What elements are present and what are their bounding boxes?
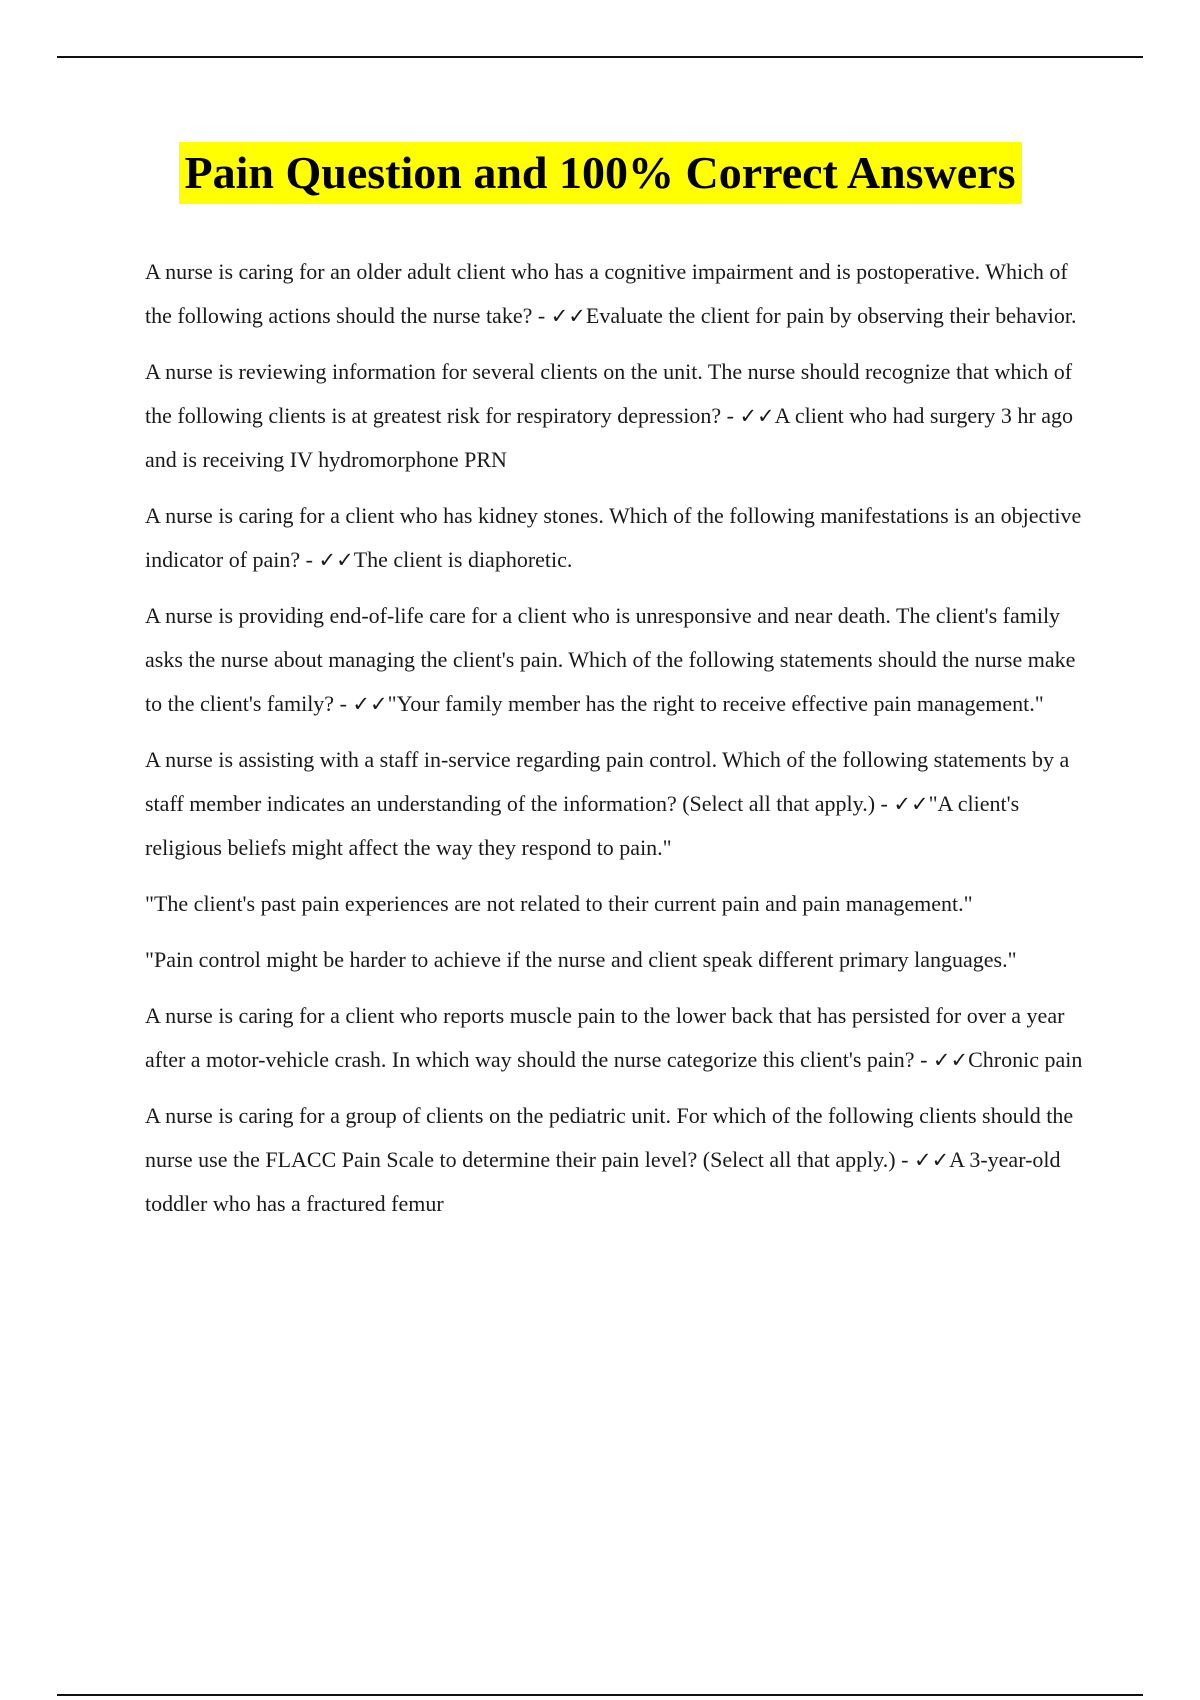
question-text: A nurse is caring for an older adult client who has a cognitive impairment and is postoperative. Which of the following actions should the nurse take? - bbox=[145, 259, 1068, 328]
question-text: A nurse is caring for a client who reports muscle pain to the lower back that has persisted for over a year after a motor-vehicle crash. In which way should the nurse categorize this client's pain? - bbox=[145, 1003, 1065, 1072]
check-icon: ✓✓ bbox=[932, 1048, 969, 1072]
answer-text: A client who had surgery 3 hr ago and is receiving IV hydromorphone PRN bbox=[145, 403, 1074, 472]
question-text: A nurse is caring for a client who has kidney stones. Which of the following manifestations is an objective indicator of pain? - bbox=[145, 503, 1082, 572]
qa-item bbox=[145, 994, 1090, 1082]
question-text: A nurse is caring for a group of clients on the pediatric unit. For which of the following clients should the nurse use the FLACC Pain Scale to determine their pain level? (Select all that apply.) - bbox=[145, 1103, 1074, 1172]
answer-text: Chronic pain bbox=[968, 1047, 1083, 1072]
question-text: A nurse is providing end-of-life care for a client who is unresponsive and near death. The client's family asks the nurse about managing the client's pain. Which of the following statements should the nurse make to the client's family? - bbox=[145, 603, 1076, 716]
qa-item bbox=[145, 1094, 1090, 1226]
bottom-rule bbox=[57, 1694, 1143, 1696]
check-icon: ✓✓ bbox=[913, 1148, 950, 1172]
extra-answer: "Pain control might be harder to achieve if the nurse and client speak different primary languages." bbox=[145, 947, 1017, 972]
top-rule bbox=[57, 56, 1143, 58]
answer-text: A 3-year-old toddler who has a fractured femur bbox=[145, 1147, 1061, 1216]
qa-item bbox=[145, 738, 1090, 870]
answer-text: "Your family member has the right to receive effective pain management." bbox=[387, 691, 1044, 716]
check-icon: ✓✓ bbox=[739, 404, 775, 428]
title-container bbox=[0, 142, 1200, 204]
extra-answer: "The client's past pain experiences are not related to their current pain and pain management." bbox=[145, 891, 973, 916]
check-icon: ✓✓ bbox=[318, 548, 354, 572]
qa-item bbox=[145, 250, 1090, 338]
question-text: A nurse is assisting with a staff in-service regarding pain control. Which of the following statements by a staff member indicates an understanding of the information? (Select all that apply.) - bbox=[145, 747, 1070, 816]
check-icon: ✓✓ bbox=[893, 792, 929, 816]
qa-item bbox=[145, 594, 1090, 726]
answer-text: The client is diaphoretic. bbox=[353, 547, 573, 572]
answer-text: "A client's religious beliefs might affect the way they respond to pain." bbox=[145, 791, 1020, 860]
qa-item bbox=[145, 494, 1090, 582]
answer-text: Evaluate the client for pain by observing their behavior. bbox=[585, 303, 1077, 328]
document-title: Pain Question and 100% Correct Answers bbox=[179, 142, 1022, 204]
question-text: A nurse is reviewing information for several clients on the unit. The nurse should recognize that which of the following clients is at greatest risk for respiratory depression? - bbox=[145, 359, 1073, 428]
document-body bbox=[145, 250, 1090, 1238]
qa-item bbox=[145, 350, 1090, 482]
check-icon: ✓✓ bbox=[352, 692, 388, 716]
check-icon: ✓✓ bbox=[550, 304, 586, 328]
